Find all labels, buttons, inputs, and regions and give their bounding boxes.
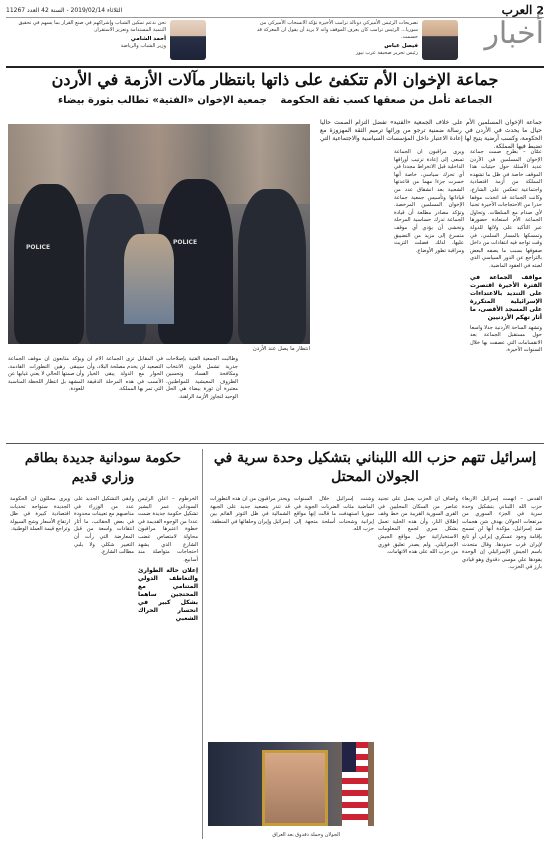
- columnist-photo: [170, 20, 206, 60]
- photo-caption: انتظار ما يصل عند الأردن: [252, 346, 310, 352]
- vest-label: POLICE: [26, 244, 51, 251]
- issue-line: الثلاثاء 2019/02/14 - السنة 42 العدد 11267: [6, 6, 123, 14]
- subheadline-1: الجماعة تأمل من صعقها كسب ثقة الحكومة: [280, 95, 492, 106]
- story-three-headline: حكومة سودانية جديدة بطاقم وزاري قديم: [24, 451, 182, 485]
- page-number: 2: [536, 3, 544, 17]
- article-column: ويرى محللون أن الحكومة الجديدة ستواجه تحديات اقتصادية كبيرة في ظل ارتفاع الأسعار وشح السيولة وتراجع قيمة العملة الوطنية.: [10, 496, 70, 533]
- main-headline: جماعة الإخوان الأم تتكفئ على ذاتها بانتظار مآلات الأزمة في الأردن: [51, 70, 499, 89]
- column-text: وتشهد الساحة الأردنية جدلا واسعا حول مستقبل الجماعة بعد الانقسامات التي عصفت بها خلال السنوات الأخيرة.: [470, 324, 542, 354]
- article-column: [138, 496, 198, 836]
- story-two-photo: [208, 742, 374, 826]
- article-column: وشنت إسرائيل خلال السنوات الماضية مئات الضربات الجوية في سوريا استهدفت ما قالت إنها مواقع إيرانية وشحنات أسلحة متجهة إلى حزب الله.: [294, 496, 374, 533]
- subheadline-2: جمعية الإخوان «الفتية» تطالب بثورة بيضاء: [58, 95, 267, 106]
- article-column: ويؤكد متابعون أن موقف الجماعة سيبقى رهين التطورات القادمة، وأن صمتها الحالي لا يعني غيابها عن المشهد بل انتظار اللحظة المناسبة للعودة.: [8, 356, 84, 393]
- opinion-text: [248, 20, 418, 64]
- story-three-body: [8, 496, 198, 836]
- flag-icon: [342, 742, 368, 826]
- vest-label: POLICE: [173, 239, 198, 246]
- photo-figure: [238, 189, 306, 344]
- section-divider: [6, 443, 544, 444]
- opinion-author-title: رئيس تحرير صحيفة عرب نيوز: [355, 50, 418, 56]
- story-two-caption: الجولان وحملة دقدوق بعد العراق: [272, 832, 340, 838]
- opinion-author-title: وزير الشباب والرياضة: [120, 43, 166, 49]
- opinion-quote: نحن ندعم تمكين الشباب وإشراكهم في صنع القرار بما يسهم في تحقيق التنمية المستدامة وتعزيز الاستقرار.: [18, 20, 166, 33]
- opinion-quote-right: [248, 20, 458, 64]
- columnist-photo: [422, 20, 458, 60]
- article-column: ويرى مراقبون أن الجماعة تسعى إلى إعادة ترتيب أوراقها الداخلية قبل الانخراط مجددا في أي تحرك سياسي، خاصة أنها خسرت جزءا مهما من قاعدتها الشعبية بعد انشقاق عدد من قياداتها وتأسيس جمعية جماعة الإخوان المسلمين المرخصة. وتؤكد مصادر مطلعة أن قيادة الجماعة تدرك حساسية المرحلة وتخشى أن يؤدي أي موقف متسرع إلى مزيد من التضييق عليها، لذلك فضلت التريث ومراقبة تطور الأوضاع.: [394, 149, 464, 254]
- opinion-quote-left: [6, 20, 206, 64]
- opinion-quote: تصريحات الرئيس الأميركي دونالد ترامب الأخيرة تؤكد الانسحاب الأميركي من سوريا... الرئيس ترامب كان يعرف الموقف وانه لا يريد أن يقول ان المعركة قد حسمت.: [256, 20, 418, 40]
- article-column: وطالبت الجمعية الفتية بإصلاحات جذرية تشمل قانون الانتخاب ومكافحة الفساد وتحسين الظروف المعيشية للمواطنين، معتبرة أن ثورة بيضاء هي الحل الوحيد لتجاوز الأزمة الراهنة.: [166, 356, 238, 400]
- article-column: القدس – اتهمت إسرائيل الأربعاء حزب الله اللبناني بتشكيل وحدة سرية في الجزء السوري من مرتفعات الجولان بهدف شن هجمات ضد إسرائيل، مؤكدة أنها لن تسمح بإقامة وجود عسكري إيراني أو تابع لإيران قرب حدودها. وقال متحدث باسم الجيش الإسرائيلي إن الوحدة يقودها علي موسى دقدوق وهو قيادي بارز في الحزب.: [462, 496, 542, 571]
- opinion-text: [6, 20, 166, 64]
- section-title: أخبار: [484, 16, 544, 51]
- column-text: عمّان – بطرح صمت جماعة الإخوان المسلمين في الأردن عديد الأسئلة حول حيثيات هذا الموقف خاصة في ظل ما تشهده المملكة من أزمة اقتصادية واجتماعية تنعكس على الشارع، وكانت الجماعة قد اتخذت موقفا حذرا من الاحتجاجات الأخيرة تجنبا لأي صدام مع السلطات. وتحاول الجماعة الأم استعادة حضورها عبر التأكيد على ولائها للدولة وتمسكها بالمسار السلمي، في وقت تواجه فيه انتقادات من داخل صفوفها بسبب ما يصفه البعض بالتراجع عن الدور السياسي الذي لعبته في العقود الماضية.: [470, 149, 542, 269]
- portrait-frame: [262, 750, 328, 826]
- article-column: ويحذر مراقبون من أن هذه التطورات قد تنذر بتصعيد جديد على الجبهة الشمالية في ظل التوتر القائم بين إسرائيل وإيران وحلفائها في المنطقة.: [210, 496, 290, 525]
- column-divider: [202, 449, 203, 839]
- story-two-headline: إسرائيل تتهم حزب الله اللبناني بتشكيل وحدة سرية في الجولان المحتل: [213, 450, 537, 485]
- photo-figure: [124, 234, 174, 324]
- article-column: [470, 149, 542, 439]
- header-bar: [6, 4, 544, 16]
- photo-figure: [14, 184, 84, 344]
- column-text: الخرطوم – أعلن الرئيس السوداني عمر البشير تشكيل حكومة جديدة ضمت عددا من الوجوه القديمة في خطوة اعتبرها مراقبون محاولة لامتصاص غضب الشارع الذي يشهد احتجاجات متواصلة منذ أسابيع.: [138, 496, 198, 563]
- main-photo: [8, 124, 310, 344]
- article-column: وأضاف أن الحزب يعمل على تجنيد عناصر من السكان المحليين في القرى السورية القريبة من خط وقف إطلاق النار، وأن هذه الخلية تعمل بشكل سري لجمع المعلومات الاستخباراتية حول مواقع الجيش الإسرائيلي. ولم يصدر تعليق فوري من حزب الله على هذه الاتهامات.: [378, 496, 458, 556]
- article-column: في المقابل ترى الجماعة الأم أن التصعيد لن يخدم مصلحة البلاد، وأن الحوار مع الدولة يبقى الخيار الأنسب في هذه المرحلة الدقيقة التي تمر بها المملكة.: [87, 356, 163, 393]
- opinion-author: فيصل عباس: [384, 43, 418, 49]
- article-column: وأبقى التشكيل الجديد على عدد من الوزراء في مناصبهم مع تعيينات محدودة في بعض الحقائب، ما أثار انتقادات واسعة من قبل المعارضة التي رأت أن التغيير شكلي ولا يلبي مطالب الشارع.: [74, 496, 134, 556]
- brand-block: [502, 3, 544, 17]
- header-divider-thick: [6, 66, 544, 68]
- pull-quote: مواقف الجماعة في الفترة الأخيرة اقتصرت على التنديد بالاعتداءات الإسرائيلية المتكررة على المسجد الأقصى، ما أثار تهكم الأردنيين: [470, 273, 542, 321]
- opinion-author: أحمد الشامي: [130, 36, 166, 42]
- story-two-body: [208, 496, 542, 836]
- brand-logo: العرب: [501, 3, 533, 17]
- main-subheadline: [10, 95, 540, 111]
- pull-quote: إعلان حالة الطوارئ والتعاطف الدولي المتنامي مع المحتجين ساهما بشكل كبير في انحسار الحراك الشعبي: [138, 567, 198, 623]
- lead-paragraph: جماعة الإخوان المسلمين الأم على خلاف الجمعية «الفتية» تفضل التزام الصمت حاليا حيال ما يحدث في الأردن في رسالة ضمنية ترجو من ورائها ترميم الثقة المهزوزة مع الحكومة، وكسب أرضية يتيح لها إعادة الاعتبار داخل المؤسسات السياسية والاجتماعية التي تضبط فيها المملكة.: [320, 119, 542, 150]
